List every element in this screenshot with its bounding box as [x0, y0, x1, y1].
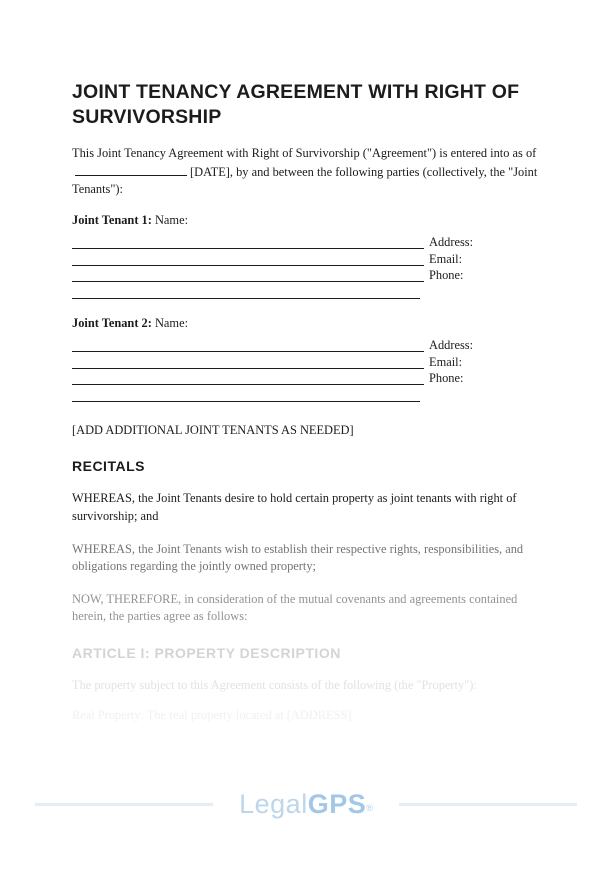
phone-label: Phone:: [429, 371, 464, 386]
fill-in-line: [72, 387, 420, 402]
tenant-2-blank-lines: [72, 335, 542, 401]
blank-line-row: [72, 385, 542, 402]
recital-paragraph-1: WHEREAS, the Joint Tenants desire to hold certain property as joint tenants with right of survivorship; and: [72, 491, 517, 524]
email-label: Email:: [429, 354, 463, 369]
tenant-2-heading: [72, 315, 542, 333]
blank-line-row: [72, 335, 542, 352]
recital-paragraph-2: WHEREAS, the Joint Tenants wish to establish their respective rights, responsibilities, and obligations regarding the jointly owned property;: [72, 541, 524, 574]
tenant-1-name-label: Name:: [154, 212, 189, 227]
intro-text-before: This Joint Tenancy Agreement with Right of Survivorship ("Agreement") is entered into as of: [72, 146, 537, 160]
intro-paragraph: [72, 145, 542, 199]
footer-left-rule: [35, 803, 213, 806]
faded-property-line: Real Property: The real property located at [ADDRESS]: [72, 707, 352, 722]
document-title: JOINT TENANCY AGREEMENT WITH RIGHT OF SURVIVORSHIP: [72, 81, 520, 128]
blank-line-row: [72, 282, 542, 299]
blank-line-row: [72, 352, 542, 369]
blank-line-row: [72, 249, 542, 266]
fill-in-line: [72, 234, 424, 249]
registered-trademark-icon: ®: [366, 803, 373, 813]
email-label: Email:: [429, 251, 463, 266]
tenant-2-name-label: Name:: [154, 315, 189, 330]
article-1-intro: The property subject to this Agreement consists of the following (the "Property"):: [72, 678, 477, 693]
phone-label: Phone:: [429, 268, 464, 283]
legalgps-logo: [239, 784, 373, 824]
tenant-1-blank-lines: [72, 232, 542, 298]
blank-line-row: [72, 266, 542, 283]
footer-branding: [0, 784, 612, 824]
intro-text-after: [DATE], by and between the following parties (collectively, the "Joint Tenants"):: [72, 164, 538, 197]
now-therefore-paragraph: NOW, THEREFORE, in consideration of the mutual covenants and agreements contained herein, the parties agree as follows:: [72, 591, 518, 624]
fill-in-line: [72, 354, 424, 369]
fill-in-line: [72, 251, 424, 266]
blank-line-row: [72, 369, 542, 386]
recitals-heading: RECITALS: [72, 458, 145, 475]
additional-tenants-note: [ADD ADDITIONAL JOINT TENANTS AS NEEDED]: [72, 422, 354, 437]
footer-right-rule: [399, 803, 577, 806]
tenant-1-label: Joint Tenant 1:: [72, 212, 152, 227]
fill-in-line: [72, 284, 420, 299]
blank-line-row: [72, 232, 542, 249]
fill-in-line: [72, 337, 424, 352]
address-label: Address:: [429, 235, 474, 250]
article-1-heading: ARTICLE I: PROPERTY DESCRIPTION: [72, 645, 341, 662]
fill-in-line: [72, 370, 424, 385]
date-blank-line: [75, 163, 187, 176]
document-page: [0, 80, 612, 872]
tenant-1-heading: [72, 212, 542, 230]
address-label: Address:: [429, 338, 474, 353]
logo-text-legal: Legal: [239, 789, 308, 819]
fill-in-line: [72, 267, 424, 282]
logo-text-gps: GPS: [307, 789, 367, 819]
tenant-2-label: Joint Tenant 2:: [72, 315, 152, 330]
